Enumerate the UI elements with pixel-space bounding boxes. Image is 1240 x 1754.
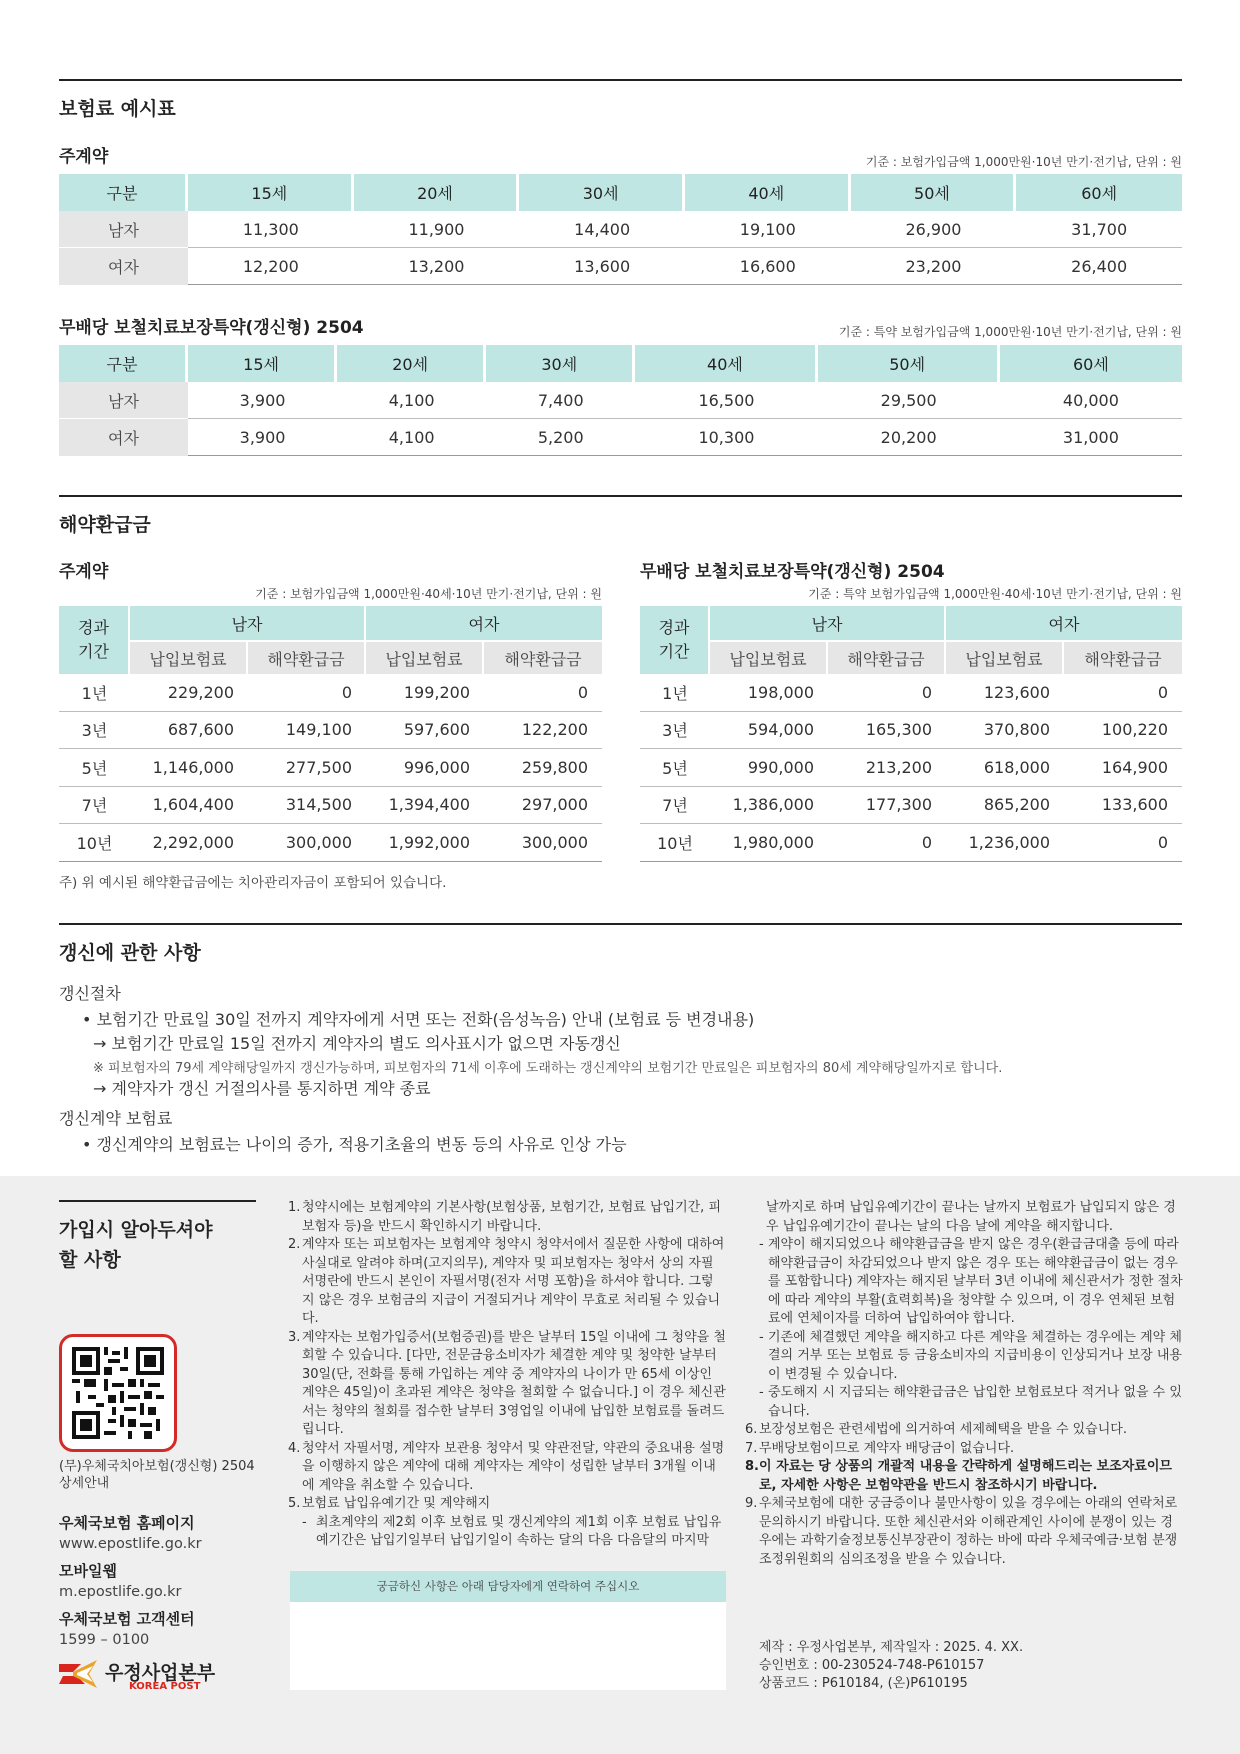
table-cell: 29,500 <box>818 382 1000 419</box>
terms-item-text: 계약자는 보험가입증서(보험증권)를 받은 날부터 15일 이내에 그 청약을 철회할 수 있습니다. [다만, 전문금융소비자가 체결한 계약 및 청약한 날부터 30일(단, 전화를 통해 가입하는 계약 중 계약자의 나이가 만 65세 이상인 계약은 45일)이 초과된 계약은 청약을 철회할 수 없습니다.] 이 경우 체신관서는 청약의 철회를 접수한 날부터 3영업일 이내에 납입한 보험료를 돌려드립니다. <box>302 1329 726 1437</box>
table-cell: 5,200 <box>486 419 635 456</box>
table-cell: 865,200 <box>946 787 1064 825</box>
table-cell: 123,600 <box>946 674 1064 712</box>
table-header-row <box>59 640 602 674</box>
terms-item <box>288 1199 726 1236</box>
premium-rider-title: 무배당 보철치료보장특약(갱신형) 2504 <box>59 318 364 338</box>
table-cell: 177,300 <box>828 787 946 825</box>
table-cell: 1,394,400 <box>366 787 484 825</box>
terms-item-text: 기존에 체결했던 계약을 해지하고 다른 계약을 체결하는 경우에는 계약 체결의 거부 또는 보험료 등 금융소비자의 지급비용이 인상되거나 보장 내용이 변경될 수 있습니다. <box>768 1329 1182 1382</box>
terms-item <box>745 1440 1183 1459</box>
period-header: 경과 기간 <box>59 606 130 674</box>
terms-item-text: 계약자 또는 피보험자는 보험계약 청약시 청약서에서 질문한 사항에 대하여 사실대로 알려야 하며(고지의무), 계약자 및 피보험자는 청약서 상의 자필서명란에 반드시 본인이 자필서명(전자 서명 포함)을 하셔야 합니다. 그렇지 않은 경우 보험금의 지급이 거절되거나 계약이 무효로 처리될 수 있습니다. <box>302 1237 725 1326</box>
table-header-row <box>59 345 1182 382</box>
korea-post-logo-subtext: KOREA POST <box>129 1681 201 1692</box>
table-row <box>640 749 1182 787</box>
table-cell: 31,000 <box>1000 419 1182 456</box>
table-cell: 13,200 <box>354 248 520 285</box>
table-cell: 1,146,000 <box>130 749 248 787</box>
table-row <box>640 712 1182 750</box>
qr-code[interactable] <box>59 1334 177 1452</box>
table-row <box>59 824 602 862</box>
group-header-female: 여자 <box>366 606 602 640</box>
terms-item <box>745 1495 1183 1569</box>
table-cell: 122,200 <box>484 712 602 750</box>
table-row <box>640 674 1182 712</box>
table-header-cell: 15세 <box>188 174 354 211</box>
table-header-cell: 40세 <box>685 174 851 211</box>
footer-title-line: 가입시 알아두셔야 <box>59 1219 213 1241</box>
qr-caption-line: (무)우체국치아보험(갱신형) 2504 <box>59 1459 255 1474</box>
premium-main-title: 주계약 <box>59 147 109 167</box>
table-cell: 7,400 <box>486 382 635 419</box>
table-header-cell: 20세 <box>354 174 520 211</box>
surrender-main-basis: 기준 : 보험가입금액 1,000만원·40세·10년 만기·전기납, 단위 : 원 <box>255 587 602 601</box>
korea-post-logo-icon <box>59 1658 99 1690</box>
terms-item-text: 이 자료는 당 상품의 개괄적 내용을 간략하게 설명해드리는 보조자료이므로, 자세한 사항은 보험약관을 반드시 참조하시기 바랍니다. <box>759 1459 1172 1493</box>
table-header-cell: 50세 <box>818 345 1000 382</box>
table-row <box>59 382 1182 419</box>
table-header-row <box>59 174 1182 211</box>
table-cell: 990,000 <box>710 749 828 787</box>
surrender-footnote: 주) 위 예시된 해약환급금에는 치아관리자금이 포함되어 있습니다. <box>59 875 447 891</box>
row-label: 여자 <box>59 419 188 456</box>
footer-divider <box>59 1200 256 1202</box>
terms-item <box>759 1199 1183 1236</box>
premium-main-table <box>59 174 1182 285</box>
surrender-section-title: 해약환급금 <box>59 514 151 536</box>
table-row <box>59 248 1182 285</box>
terms-item-number: 6. <box>745 1422 758 1437</box>
table-cell: 4,100 <box>337 419 486 456</box>
table-cell: 1,236,000 <box>946 824 1064 862</box>
group-header-male: 남자 <box>130 606 366 640</box>
period-cell: 10년 <box>59 824 130 862</box>
table-cell: 0 <box>828 824 946 862</box>
terms-item-text: 중도해지 시 지급되는 해약환급금은 납입한 보험료보다 적거나 없을 수 있습니다. <box>768 1385 1182 1419</box>
period-cell: 3년 <box>640 712 710 750</box>
table-header-row <box>640 606 1182 640</box>
table-cell: 597,600 <box>366 712 484 750</box>
contact-box <box>290 1602 726 1690</box>
table-cell: 16,500 <box>635 382 817 419</box>
terms-item-number: 5. <box>288 1496 301 1511</box>
row-label: 남자 <box>59 211 188 248</box>
period-cell: 7년 <box>59 787 130 825</box>
column-header: 납입보험료 <box>130 640 248 674</box>
terms-item-number: 2. <box>288 1237 301 1252</box>
premium-rider-basis: 기준 : 특약 보험가입금액 1,000만원·10년 만기·전기납, 단위 : 원 <box>838 325 1182 339</box>
premium-rider-table <box>59 345 1182 456</box>
period-header: 경과 기간 <box>640 606 710 674</box>
section-divider <box>59 495 1182 497</box>
terms-item-number: 3. <box>288 1329 301 1345</box>
terms-item-number: - <box>302 1514 307 1530</box>
table-cell: 11,300 <box>188 211 354 248</box>
contact-box-header: 궁금하신 사항은 아래 담당자에게 연락하여 주십시오 <box>290 1571 726 1602</box>
table-cell: 687,600 <box>130 712 248 750</box>
terms-item <box>745 1421 1183 1440</box>
qr-caption <box>59 1458 255 1492</box>
row-label: 여자 <box>59 248 188 285</box>
table-cell: 594,000 <box>710 712 828 750</box>
period-cell: 5년 <box>640 749 710 787</box>
table-cell: 996,000 <box>366 749 484 787</box>
row-label: 남자 <box>59 382 188 419</box>
table-cell: 149,100 <box>248 712 366 750</box>
table-header-cell: 60세 <box>1016 174 1182 211</box>
qr-code-pattern <box>72 1347 164 1439</box>
table-cell: 4,100 <box>337 382 486 419</box>
terms-item-number: 9. <box>745 1496 758 1511</box>
terms-item-text: 계약이 해지되었으나 해약환급금을 받지 않은 경우(환급금대출 등에 따라 해약환급금이 차감되었으나 받지 않은 경우 또는 해약환급금이 없는 경우를 포함합니다) 계약자는 해지된 날부터 3년 이내에 체신관서가 정한 절차에 따라 계약의 부활(효력회복)을 청약할 수 있으며, 이 경우 연체된 보험료에 연체이자를 더하여 납입하여야 합니다. <box>768 1237 1183 1326</box>
terms-item <box>288 1495 726 1514</box>
surrender-main-table <box>59 606 602 862</box>
customer-center-label: 우체국보험 고객센터 <box>59 1610 195 1628</box>
table-header-cell: 구분 <box>59 345 188 382</box>
terms-item <box>288 1440 726 1496</box>
table-cell: 40,000 <box>1000 382 1182 419</box>
terms-item-text: 우체국보험에 대한 궁금증이나 불만사항이 있을 경우에는 아래의 연락처로 문의하시기 바랍니다. 또한 체신관서와 이해관계인 사이에 분쟁이 있는 경우에는 과학기술정보통신부장관이 정하는 바에 따라 우체국예금·보험 분쟁조정위원회의 심의조정을 받을 수 있습니다. <box>759 1496 1178 1567</box>
terms-item-text: 무배당보험이므로 계약자 배당금이 없습니다. <box>759 1440 1015 1456</box>
table-header-cell: 구분 <box>59 174 188 211</box>
table-cell: 165,300 <box>828 712 946 750</box>
terms-left-column <box>288 1199 726 1551</box>
renewal-line: • 갱신계약의 보험료는 나이의 증가, 적용기초율의 변동 등의 사유로 인상 가능 <box>82 1135 627 1154</box>
terms-item-number: - <box>759 1329 764 1345</box>
terms-item-text: 날까지로 하며 납입유예기간이 끝나는 날까지 보험료가 납입되지 않은 경우 납입유예기간이 끝나는 날의 다음 날에 계약을 해지합니다. <box>766 1200 1176 1234</box>
korea-post-logo-text: 우정사업본부 <box>105 1662 216 1684</box>
table-header-cell: 30세 <box>519 174 685 211</box>
terms-item-text: 보험료 납입유예기간 및 계약해지 <box>302 1496 491 1511</box>
table-header-row <box>59 606 602 640</box>
section-divider <box>59 79 1182 81</box>
table-row <box>59 749 602 787</box>
table-cell: 1,604,400 <box>130 787 248 825</box>
table-cell: 300,000 <box>484 824 602 862</box>
homepage-link[interactable]: www.epostlife.go.kr <box>59 1536 202 1552</box>
renewal-line: → 보험기간 만료일 15일 전까지 계약자의 별도 의사표시가 없으면 자동갱신 <box>93 1034 621 1053</box>
terms-item-number: 4. <box>288 1440 301 1456</box>
table-cell: 2,292,000 <box>130 824 248 862</box>
table-cell: 3,900 <box>188 382 337 419</box>
table-row <box>59 712 602 750</box>
premium-section-title: 보험료 예시표 <box>59 98 176 120</box>
table-cell: 133,600 <box>1064 787 1182 825</box>
table-cell: 198,000 <box>710 674 828 712</box>
terms-item-number: - <box>759 1237 764 1252</box>
column-header: 납입보험료 <box>710 640 828 674</box>
column-header: 해약환급금 <box>828 640 946 674</box>
premium-main-basis: 기준 : 보험가입금액 1,000만원·10년 만기·전기납, 단위 : 원 <box>865 155 1182 169</box>
terms-right-column <box>745 1199 1183 1569</box>
renewal-line: • 보험기간 만료일 30일 전까지 계약자에게 서면 또는 전화(음성녹음) 안내 (보험료 등 변경내용) <box>82 1010 755 1029</box>
section-divider <box>59 923 1182 925</box>
table-cell: 300,000 <box>248 824 366 862</box>
table-header-cell: 15세 <box>188 345 337 382</box>
table-header-cell: 50세 <box>851 174 1017 211</box>
table-cell: 12,200 <box>188 248 354 285</box>
renewal-premium-heading: 갱신계약 보험료 <box>59 1109 173 1128</box>
terms-item-number: 8. <box>745 1459 759 1474</box>
table-cell: 314,500 <box>248 787 366 825</box>
table-cell: 100,220 <box>1064 712 1182 750</box>
table-row <box>640 824 1182 862</box>
period-cell: 10년 <box>640 824 710 862</box>
terms-item <box>759 1384 1183 1421</box>
table-cell: 23,200 <box>851 248 1017 285</box>
table-row <box>59 674 602 712</box>
terms-item-bold <box>745 1458 1183 1495</box>
table-cell: 277,500 <box>248 749 366 787</box>
period-cell: 7년 <box>640 787 710 825</box>
table-cell: 31,700 <box>1016 211 1182 248</box>
surrender-rider-table <box>640 606 1182 862</box>
column-header: 납입보험료 <box>366 640 484 674</box>
table-cell: 164,900 <box>1064 749 1182 787</box>
terms-item-number: - <box>759 1385 764 1400</box>
table-cell: 0 <box>248 674 366 712</box>
footer-title <box>59 1215 212 1275</box>
period-cell: 5년 <box>59 749 130 787</box>
table-cell: 1,980,000 <box>710 824 828 862</box>
table-header-cell: 30세 <box>486 345 635 382</box>
table-cell: 199,200 <box>366 674 484 712</box>
period-cell: 1년 <box>640 674 710 712</box>
homepage-label: 우체국보험 홈페이지 <box>59 1514 195 1532</box>
surrender-rider-title: 무배당 보철치료보장특약(갱신형) 2504 <box>640 562 945 582</box>
table-header-cell: 40세 <box>635 345 817 382</box>
renewal-section-title: 갱신에 관한 사항 <box>59 942 201 964</box>
period-cell: 3년 <box>59 712 130 750</box>
terms-item-text: 보장성보험은 관련세법에 의거하여 세제혜택을 받을 수 있습니다. <box>759 1422 1127 1437</box>
production-line: 제작 : 우정사업본부, 제작일자 : 2025. 4. XX. <box>759 1640 1024 1655</box>
surrender-main-title: 주계약 <box>59 562 109 582</box>
table-cell: 213,200 <box>828 749 946 787</box>
table-cell: 20,200 <box>818 419 1000 456</box>
terms-item <box>759 1236 1183 1329</box>
table-header-cell: 60세 <box>1000 345 1182 382</box>
terms-item <box>759 1329 1183 1385</box>
table-cell: 0 <box>828 674 946 712</box>
table-cell: 259,800 <box>484 749 602 787</box>
surrender-rider-basis: 기준 : 특약 보험가입금액 1,000만원·40세·10년 만기·전기납, 단위 : 원 <box>808 587 1182 601</box>
table-cell: 229,200 <box>130 674 248 712</box>
table-cell: 14,400 <box>519 211 685 248</box>
table-cell: 1,992,000 <box>366 824 484 862</box>
customer-center-phone: 1599 – 0100 <box>59 1632 150 1648</box>
terms-item <box>288 1514 726 1551</box>
table-cell: 3,900 <box>188 419 337 456</box>
table-cell: 10,300 <box>635 419 817 456</box>
table-header-cell: 20세 <box>337 345 486 382</box>
table-cell: 0 <box>1064 674 1182 712</box>
terms-item-text: 청약시에는 보험계약의 기본사항(보험상품, 보험기간, 보험료 납입기간, 피보험자 등)을 반드시 확인하시기 바랍니다. <box>302 1200 722 1234</box>
product-code: 상품코드 : P610184, (온)P610195 <box>759 1676 968 1691</box>
table-row <box>59 787 602 825</box>
column-header: 해약환급금 <box>484 640 602 674</box>
table-cell: 1,386,000 <box>710 787 828 825</box>
table-cell: 0 <box>484 674 602 712</box>
column-header: 해약환급금 <box>248 640 366 674</box>
footer-title-line: 할 사항 <box>59 1249 121 1271</box>
table-row <box>59 419 1182 456</box>
table-cell: 0 <box>1064 824 1182 862</box>
terms-item-text: 최초계약의 제2회 이후 보험료 및 갱신계약의 제1회 이후 보험료 납입유예기간은 납입기일부터 납입기일이 속하는 달의 다음 다음달의 마지막 <box>316 1514 722 1548</box>
period-cell: 1년 <box>59 674 130 712</box>
table-cell: 11,900 <box>354 211 520 248</box>
mobile-link[interactable]: m.epostlife.go.kr <box>59 1584 182 1600</box>
qr-caption-line: 상세안내 <box>59 1476 110 1491</box>
table-cell: 618,000 <box>946 749 1064 787</box>
terms-item <box>288 1236 726 1329</box>
table-cell: 26,400 <box>1016 248 1182 285</box>
renewal-note: ※ 피보험자의 79세 계약해당일까지 갱신가능하며, 피보험자의 71세 이후에 도래하는 갱신계약의 보험기간 만료일은 피보험자의 80세 계약해당일까지로 합니다. <box>93 1061 1003 1076</box>
table-cell: 19,100 <box>685 211 851 248</box>
table-cell: 13,600 <box>519 248 685 285</box>
approval-number: 승인번호 : 00-230524-748-P610157 <box>759 1658 985 1673</box>
table-row <box>640 787 1182 825</box>
table-cell: 370,800 <box>946 712 1064 750</box>
table-cell: 297,000 <box>484 787 602 825</box>
table-cell: 26,900 <box>851 211 1017 248</box>
mobile-label: 모바일웹 <box>59 1562 117 1580</box>
table-header-row <box>640 640 1182 674</box>
terms-item-text: 청약서 자필서명, 계약자 보관용 청약서 및 약관전달, 약관의 중요내용 설명을 이행하지 않은 계약에 대해 계약자는 계약이 성립한 날부터 3개월 이내에 계약을 취소할 수 있습니다. <box>302 1440 725 1493</box>
production-info <box>759 1639 1023 1693</box>
table-cell: 16,600 <box>685 248 851 285</box>
renewal-procedure-heading: 갱신절차 <box>59 984 121 1003</box>
group-header-male: 남자 <box>710 606 946 640</box>
terms-item <box>288 1329 726 1440</box>
column-header: 해약환급금 <box>1064 640 1182 674</box>
renewal-line: → 계약자가 갱신 거절의사를 통지하면 계약 종료 <box>93 1079 431 1098</box>
group-header-female: 여자 <box>946 606 1182 640</box>
table-row <box>59 211 1182 248</box>
column-header: 납입보험료 <box>946 640 1064 674</box>
terms-item-number: 7. <box>745 1440 758 1456</box>
terms-item-number: 1. <box>288 1200 301 1215</box>
